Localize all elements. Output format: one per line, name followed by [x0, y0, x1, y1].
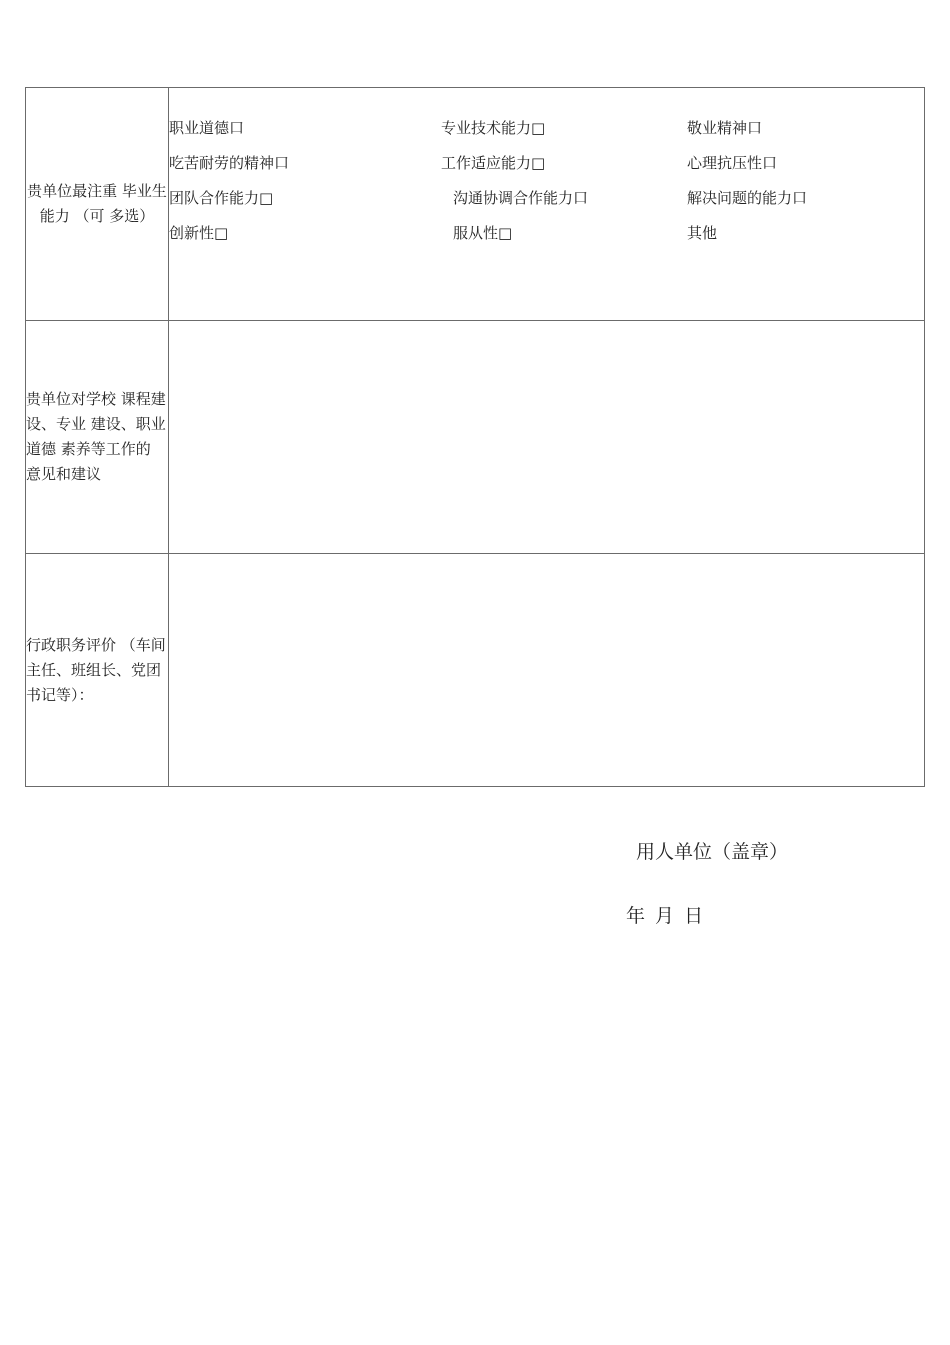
abilities-label-text: 贵单位最注重 毕业生能力 （可 多选）	[27, 182, 167, 225]
abilities-label	[26, 88, 169, 321]
option-teamwork[interactable]: 团队合作能力□	[169, 189, 274, 207]
suggestions-label-text: 贵单位对学校 课程建设、专业 建设、职业道德 素养等工作的 意见和建议	[26, 390, 166, 483]
option-dedication[interactable]: 敬业精神口	[687, 119, 763, 137]
option-hardworking[interactable]: 吃苦耐劳的精神口	[169, 154, 290, 172]
employer-seal-label: 用人单位（盖章）	[636, 841, 789, 863]
option-stress-resistance[interactable]: 心理抗压性口	[687, 154, 778, 172]
option-innovation[interactable]: 创新性□	[169, 224, 229, 242]
option-obedience[interactable]: 服从性□	[453, 224, 513, 242]
option-communication[interactable]: 沟通协调合作能力口	[453, 189, 589, 207]
suggestions-input-cell[interactable]	[169, 321, 925, 554]
admin-evaluation-label-text: 行政职务评价 （车间主任、班组长、党团书记等）：	[26, 635, 166, 704]
admin-evaluation-input-cell[interactable]	[169, 554, 925, 787]
form-row-suggestions	[26, 321, 925, 554]
option-professional-ethics[interactable]: 职业道德口	[169, 119, 245, 137]
option-problem-solving[interactable]: 解决问题的能力口	[687, 189, 808, 207]
signature-date: 年 月 日	[626, 905, 706, 927]
abilities-options-cell	[169, 88, 925, 321]
option-technical-skill[interactable]: 专业技术能力□	[441, 119, 546, 137]
suggestions-label	[26, 321, 169, 554]
form-row-admin-evaluation	[26, 554, 925, 787]
form-row-abilities	[26, 88, 925, 321]
option-other[interactable]: 其他	[687, 224, 718, 242]
option-adaptability[interactable]: 工作适应能力□	[441, 154, 546, 172]
admin-evaluation-label	[26, 554, 169, 787]
evaluation-form-table	[25, 87, 925, 787]
